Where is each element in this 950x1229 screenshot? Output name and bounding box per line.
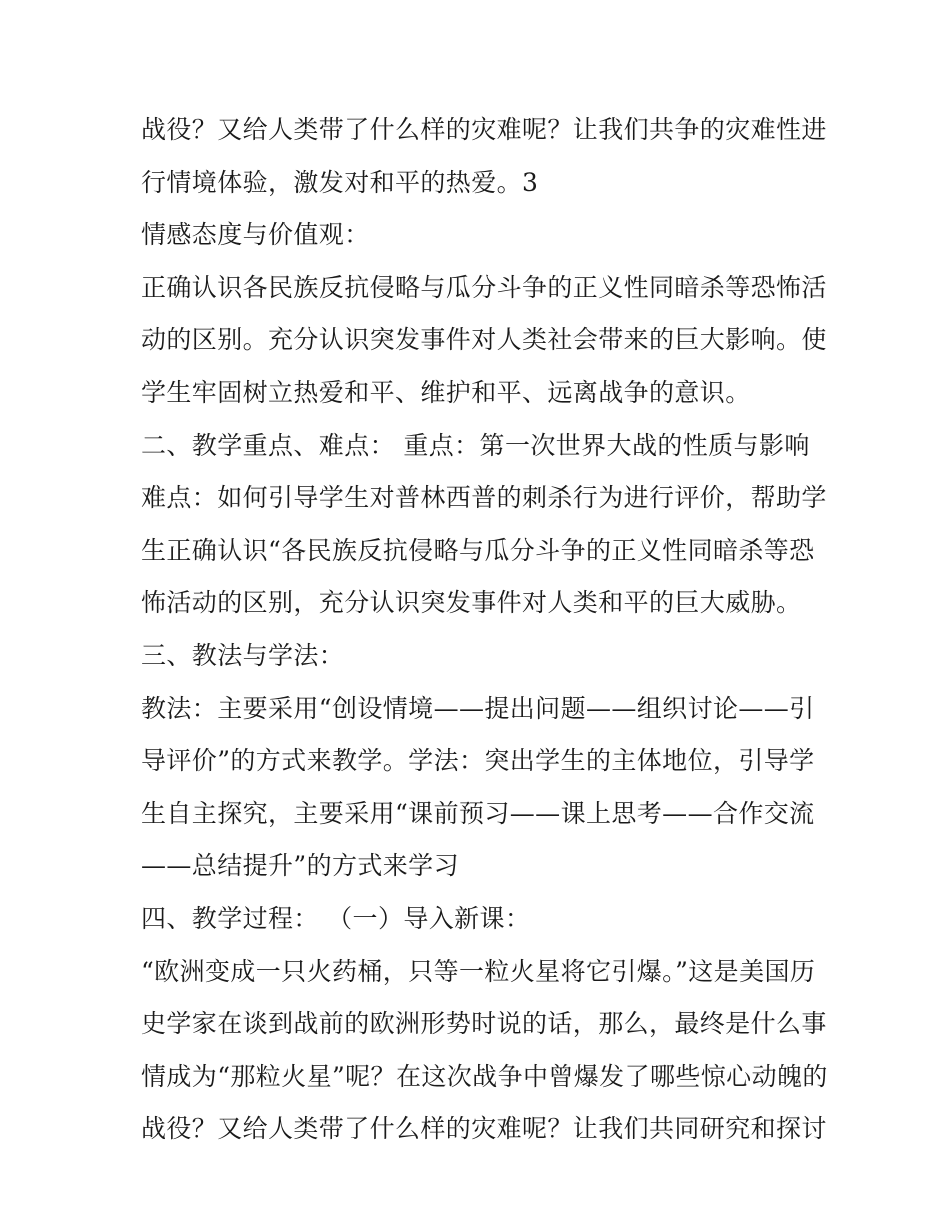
- text-line: 生正确认识“各民族反抗侵略与瓜分斗争的正义性同暗杀等恐: [141, 535, 815, 565]
- section-heading: 情感态度与价值观：: [141, 220, 370, 250]
- text-line: 动的区别。充分认识突发事件对人类社会带来的巨大影响。使: [141, 325, 827, 355]
- document-body: [141, 104, 828, 1156]
- text-line: 导评价”的方式来教学。学法：突出学生的主体地位，引导学: [141, 746, 815, 776]
- text-line: 正确认识各民族反抗侵略与瓜分斗争的正义性同暗杀等恐怖活: [141, 272, 827, 302]
- text-line: 战役？又给人类带了什么样的灾难呢？让我们共争的灾难性进: [141, 115, 827, 144]
- section-heading: 三、教法与学法：: [141, 640, 345, 670]
- text-line: 战役？又给人类带了什么样的灾难呢？让我们共同研究和探讨: [141, 1114, 827, 1144]
- text-line: 学生牢固树立热爱和平、维护和平、远离战争的意识。: [141, 377, 751, 407]
- section-heading: 二、教学重点、难点： 重点：第一次世界大战的性质与影响: [141, 430, 810, 460]
- text-line: 教法：主要采用“创设情境——提出问题——组织讨论——引: [141, 693, 815, 723]
- text-line: 情成为“那粒火星”呢？在这次战争中曾爆发了哪些惊心动魄的: [141, 1061, 828, 1091]
- text-line: 史学家在谈到战前的欧洲形势时说的话，那么，最终是什么事: [141, 1009, 827, 1039]
- text-line: 生自主探究，主要采用“课前预习——课上思考——合作交流: [141, 798, 815, 828]
- text-line: ——总结提升”的方式来学习: [141, 851, 459, 881]
- text-line: “欧洲变成一只火药桶，只等一粒火星将它引爆。”这是美国历: [141, 956, 816, 986]
- text-line: 怖活动的区别，充分认识突发事件对人类和平的巨大威胁。: [141, 588, 802, 618]
- section-heading: 四、教学过程： （一）导入新课：: [141, 903, 531, 933]
- text-line: 行情境体验，激发对和平的热爱。3: [141, 167, 539, 197]
- text-line: 难点：如何引导学生对普林西普的刺杀行为进行评价，帮助学: [141, 483, 827, 513]
